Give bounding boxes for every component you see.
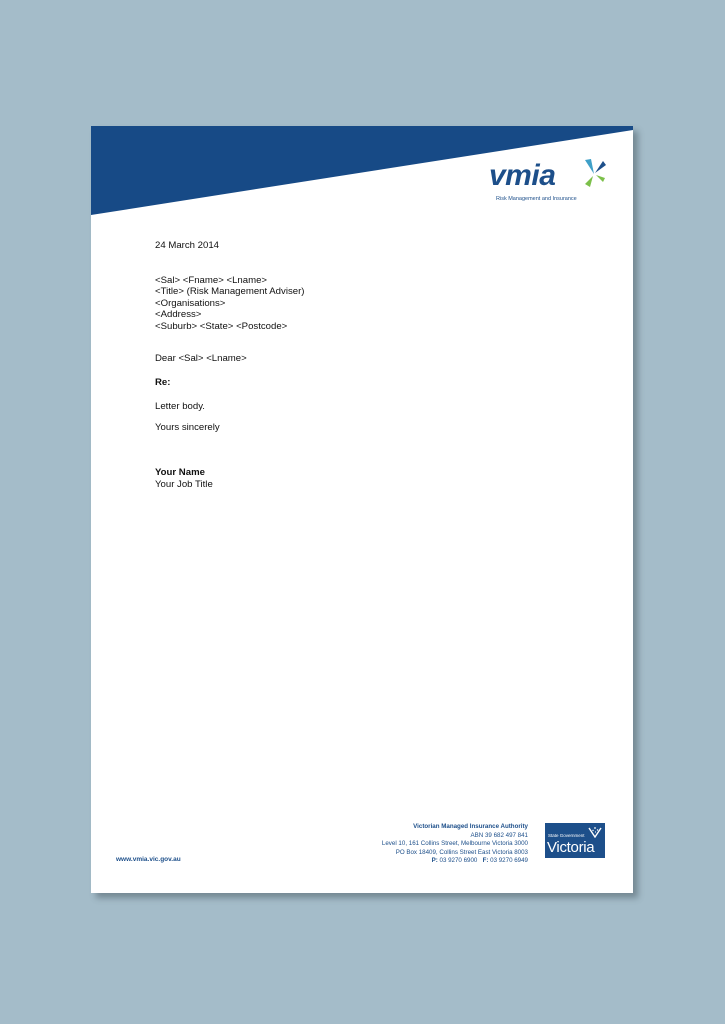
address-line: <Suburb> <State> <Postcode> (155, 320, 288, 332)
signature-name: Your Name (155, 467, 205, 478)
letter-date: 24 March 2014 (155, 240, 219, 251)
footer-phone-fax (382, 857, 528, 866)
letter-body: Letter body. (155, 401, 205, 412)
phone-label: P: (431, 857, 438, 865)
vmia-logo (489, 156, 609, 212)
recipient-address (155, 275, 304, 332)
salutation: Dear <Sal> <Lname> (155, 353, 247, 364)
footer-address-line: PO Box 18409, Collins Street East Victoria 8003 (395, 848, 528, 856)
fax-label: F: (482, 857, 489, 865)
state-government-text: State Government (548, 833, 585, 838)
victoria-text: Victoria (547, 839, 595, 856)
closing: Yours sincerely (155, 422, 220, 433)
phone-number: 03 9270 6900 (439, 857, 478, 865)
logo-tagline: Risk Management and Insurance (496, 196, 577, 202)
signature-title: Your Job Title (155, 479, 213, 490)
letter-page (91, 126, 633, 893)
victoria-stars-icon (588, 826, 602, 838)
logo-burst-icon (581, 158, 607, 188)
footer-address-line: Level 10, 161 Collins Street, Melbourne Victoria 3000 (381, 840, 528, 848)
footer-abn: ABN 39 682 497 841 (470, 831, 528, 839)
footer-contact-block (382, 823, 528, 866)
victoria-government-logo (545, 823, 605, 858)
address-line: <Organisations> (155, 297, 226, 309)
fax-number: 03 9270 6949 (490, 857, 528, 865)
address-line: <Address> (155, 309, 202, 321)
logo-wordmark: vmia (489, 159, 556, 192)
footer-website: www.vmia.vic.gov.au (116, 856, 181, 863)
address-line: <Title> (Risk Management Adviser) (155, 286, 305, 298)
re-label: Re: (155, 377, 171, 388)
address-line: <Sal> <Fname> <Lname> (155, 275, 268, 286)
footer-org-name: Victorian Managed Insurance Authority (413, 823, 528, 830)
